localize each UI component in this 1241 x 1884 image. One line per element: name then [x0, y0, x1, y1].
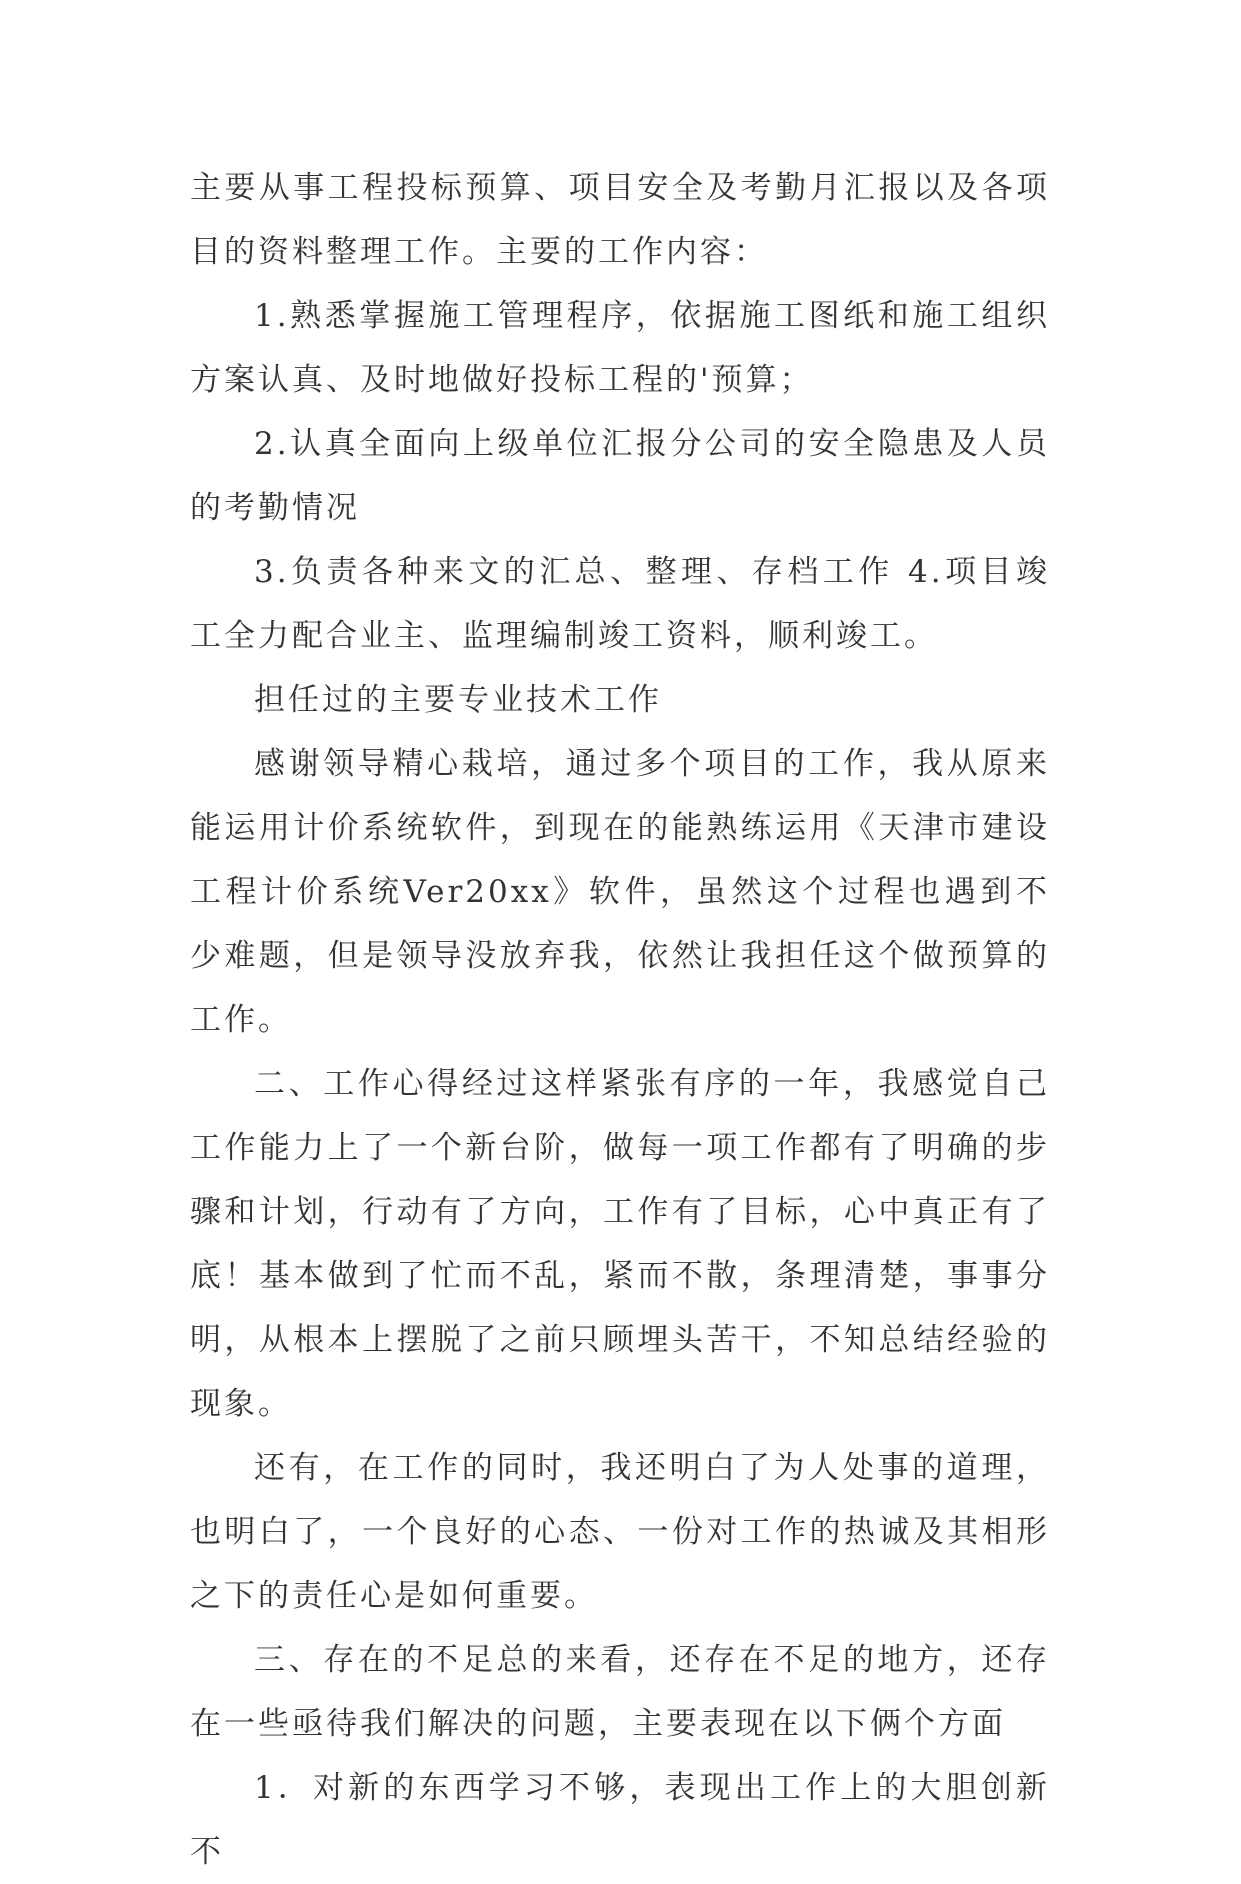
- document-body: [190, 156, 1050, 1884]
- paragraph-intro: 主要从事工程投标预算、项目安全及考勤月汇报以及各项目的资料整理工作。主要的工作内容：: [190, 170, 1050, 270]
- paragraph-work-experience: 二、工作心得经过这样紧张有序的一年，我感觉自己工作能力上了一个新台阶，做每一项工作都有了明确的步骤和计划，行动有了方向，工作有了目标，心中真正有了底！基本做到了忙而不乱，紧而不散，条理清楚，事事分明，从根本上摆脱了之前只顾埋头苦干，不知总结经验的现象。: [190, 1066, 1050, 1422]
- paragraph-item-2: 2.认真全面向上级单位汇报分公司的安全隐患及人员的考勤情况: [190, 426, 1050, 526]
- paragraph-item-1: 1.熟悉掌握施工管理程序，依据施工图纸和施工组织方案认真、及时地做好投标工程的'预算；: [190, 298, 1050, 398]
- section-heading-technical-work: 担任过的主要专业技术工作: [254, 682, 662, 718]
- paragraph-understanding: 还有，在工作的同时，我还明白了为人处事的道理，也明白了，一个良好的心态、一份对工作的热诚及其相形之下的责任心是如何重要。: [190, 1450, 1050, 1614]
- paragraph-shortcoming-1: 1．对新的东西学习不够，表现出工作上的大胆创新不: [190, 1770, 1050, 1870]
- paragraph-shortcomings: 三、存在的不足总的来看，还存在不足的地方，还存在一些亟待我们解决的问题，主要表现在以下俩个方面: [190, 1642, 1050, 1742]
- paragraph-item-3: 3.负责各种来文的汇总、整理、存档工作 4.项目竣工全力配合业主、监理编制竣工资料，顺利竣工。: [190, 554, 1050, 654]
- paragraph-thanks: 感谢领导精心栽培，通过多个项目的工作，我从原来能运用计价系统软件，到现在的能熟练运用《天津市建设工程计价系统Ver20xx》软件，虽然这个过程也遇到不少难题，但是领导没放弃我，依然让我担任这个做预算的工作。: [190, 746, 1050, 1038]
